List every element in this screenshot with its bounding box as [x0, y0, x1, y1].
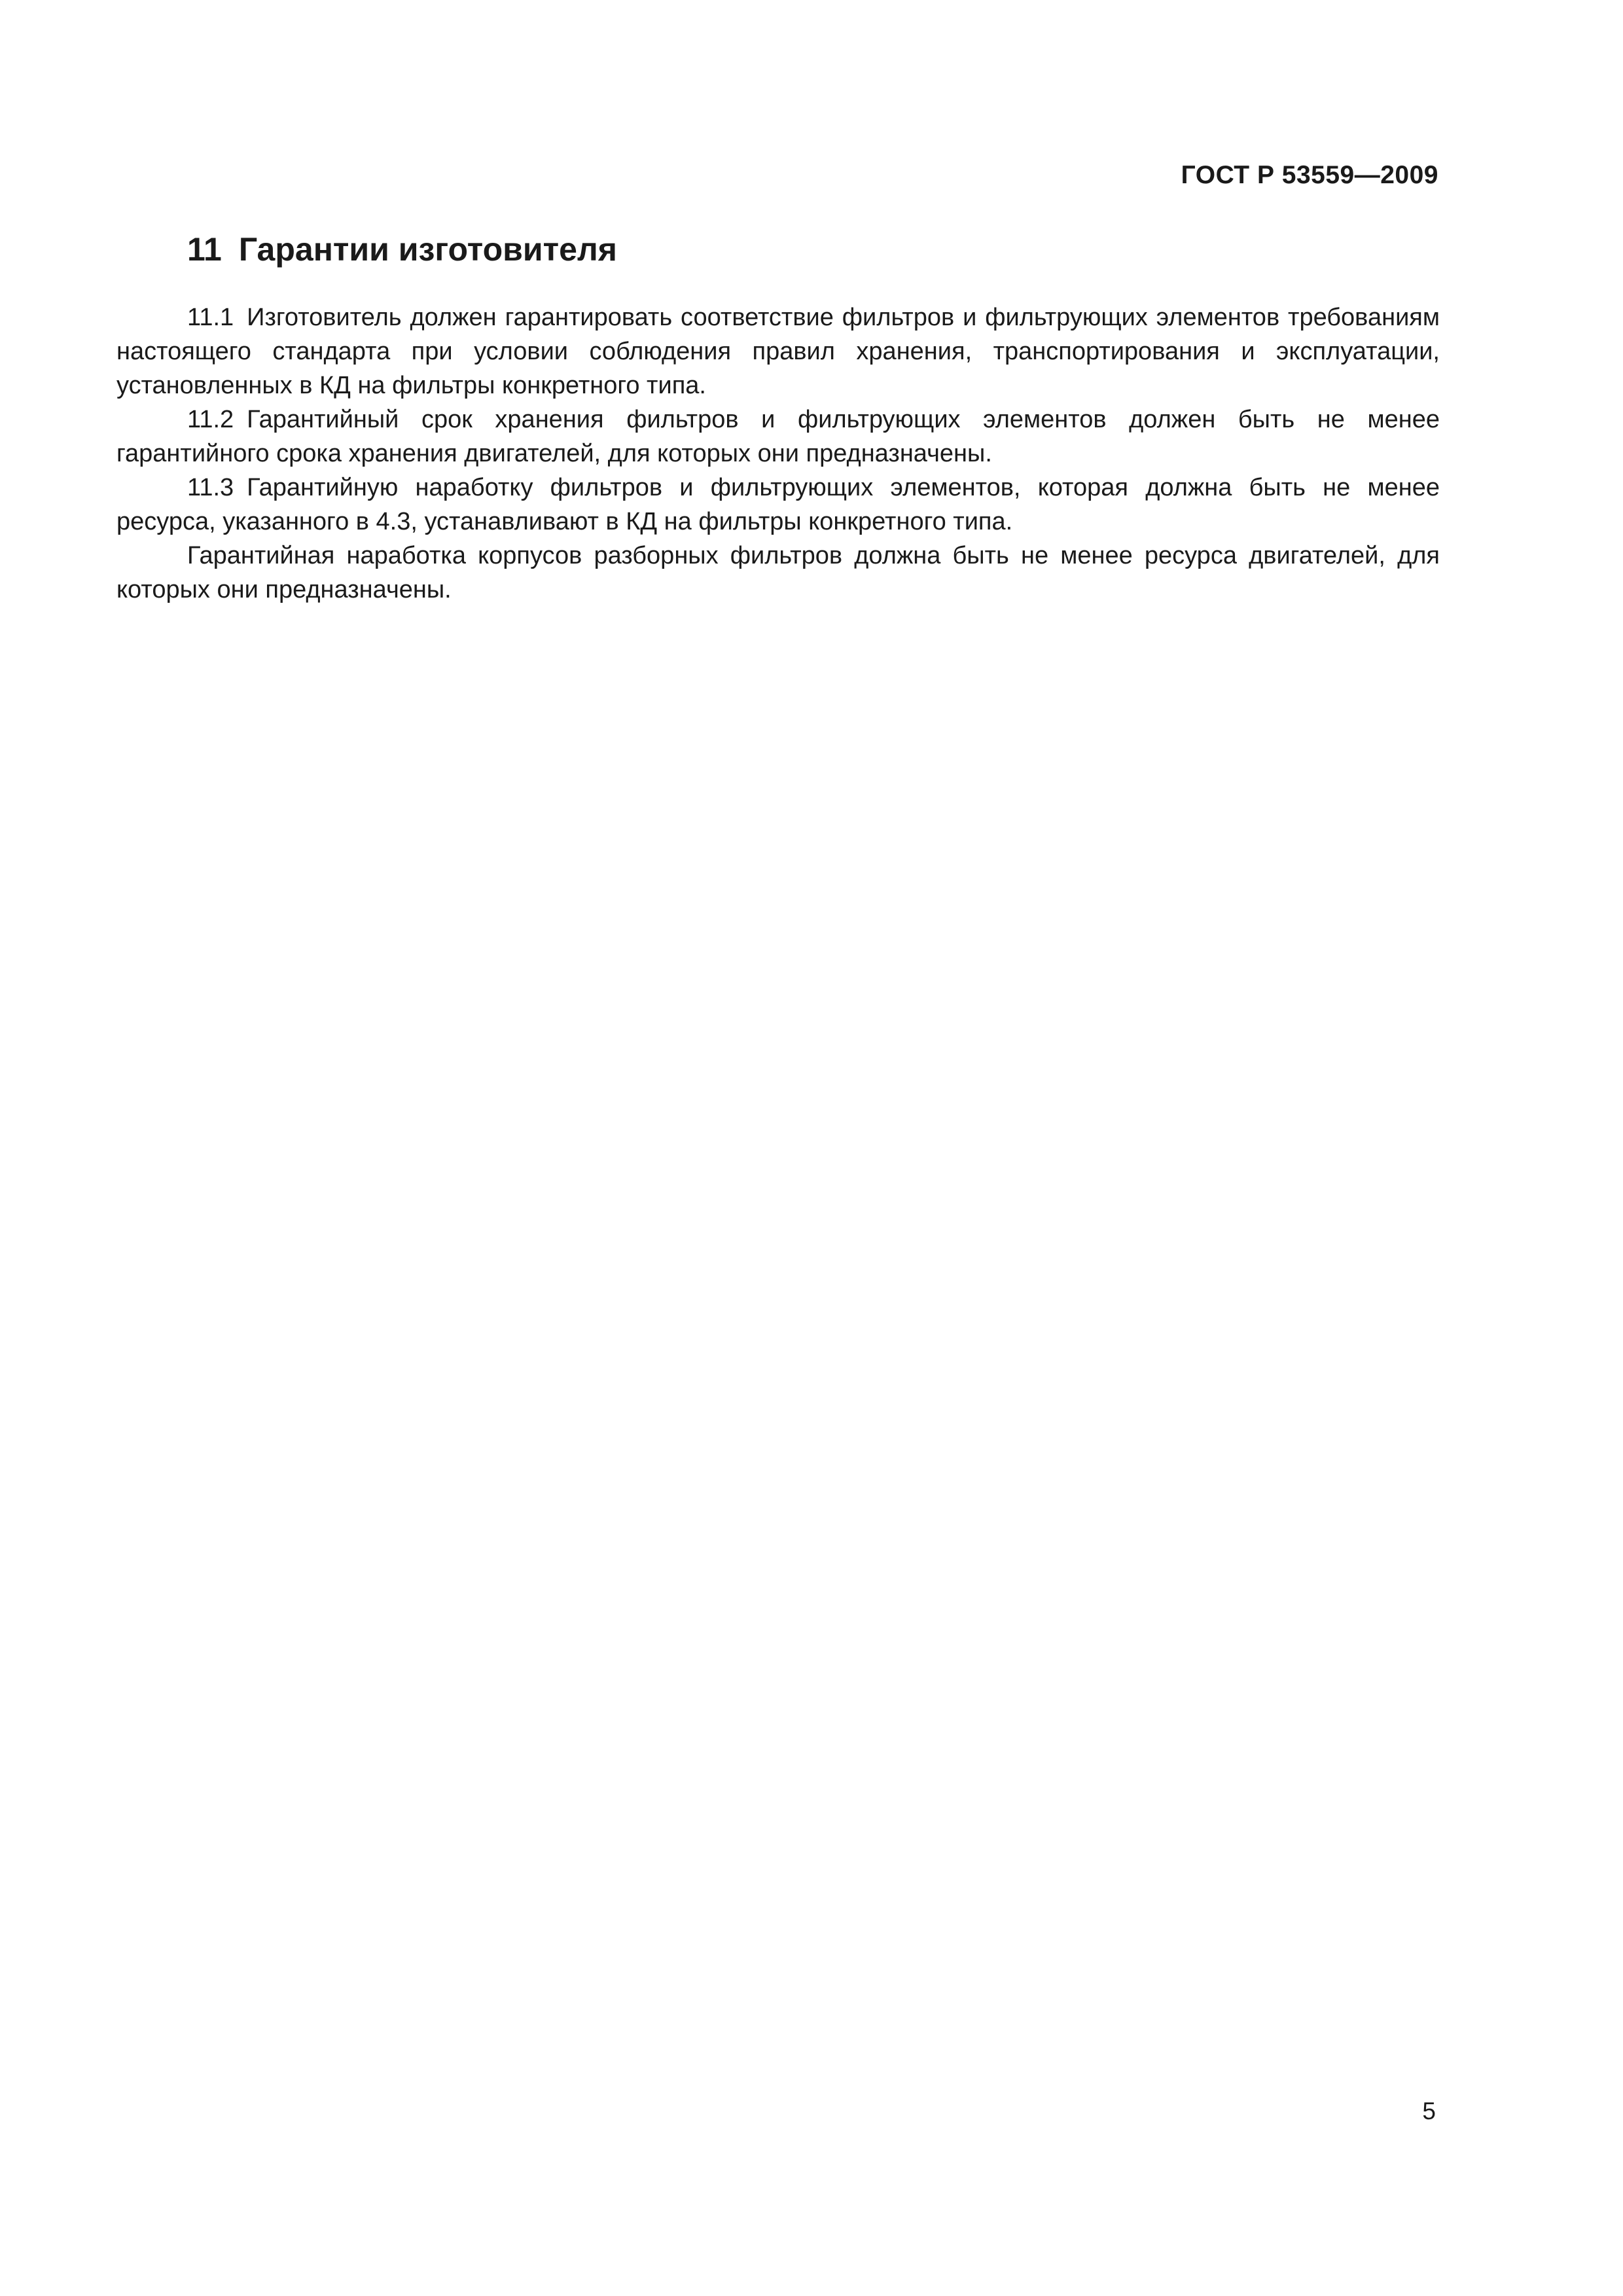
section-title [187, 230, 617, 268]
page-number: 5 [1422, 2098, 1436, 2125]
standard-code-header: ГОСТ Р 53559—2009 [1181, 161, 1438, 189]
paragraph-number: 11.2 [187, 406, 234, 433]
section-body [116, 300, 1440, 607]
section-title-text: Гарантии изготовителя [238, 231, 617, 268]
paragraph-number: 11.1 [187, 304, 234, 331]
paragraph-text: Гарантийная наработка корпусов разборных фильтров должна быть не менее ресурса двигателей, для которых они предназначены. [116, 542, 1440, 603]
paragraph-number: 11.3 [187, 474, 234, 501]
paragraph-11-3-continued [116, 539, 1440, 607]
paragraph-11-1 [116, 300, 1440, 403]
paragraph-text: Гарантийный срок хранения фильтров и фильтрующих элементов должен быть не менее гарантийного срока хранения двигателей, для которых они предназначены. [116, 406, 1440, 467]
paragraph-11-3 [116, 471, 1440, 539]
paragraph-text: Гарантийную наработку фильтров и фильтрующих элементов, которая должна быть не менее ресурса, указанного в 4.3, устанавливают в КД на фильтры конкретного типа. [116, 474, 1440, 535]
section-number: 11 [187, 231, 222, 268]
paragraph-11-2 [116, 403, 1440, 471]
paragraph-text: Изготовитель должен гарантировать соответствие фильтров и фильтрующих элементов требованиям настоящего стандарта при условии соблюдения правил хранения, транспортирования и эксплуатации, установленных в КД на фильтры конкретного типа. [116, 304, 1440, 399]
